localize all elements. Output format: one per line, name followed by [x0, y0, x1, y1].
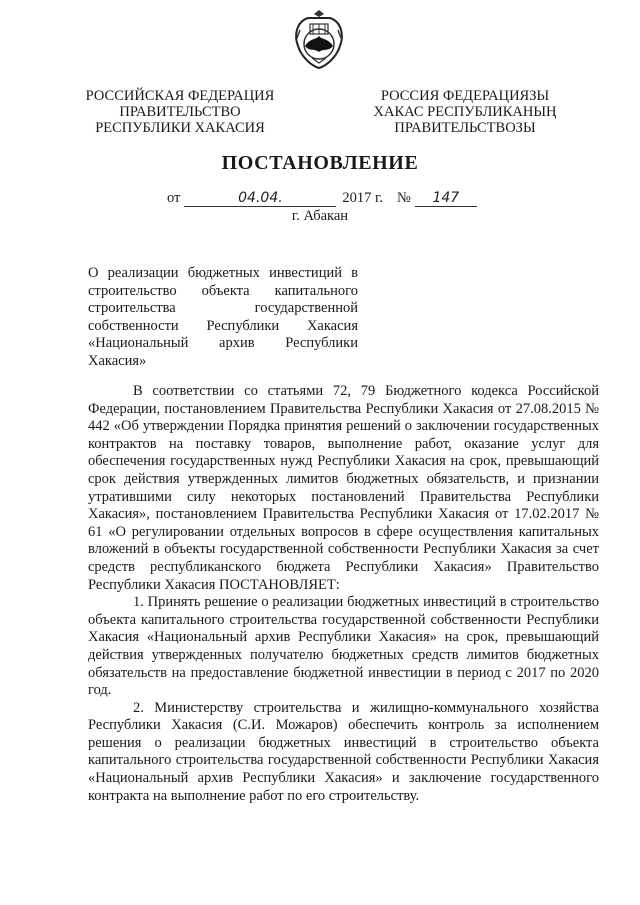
header-left-line: РОССИЙСКАЯ ФЕДЕРАЦИЯ	[85, 88, 275, 104]
number-sign: №	[396, 190, 411, 206]
body-text	[88, 383, 599, 805]
header-left-line: ПРАВИТЕЛЬСТВО	[119, 104, 241, 120]
coat-of-arms-icon	[290, 8, 348, 70]
header-right-line: РОССИЯ ФЕДЕРАЦИЯЗЫ	[380, 88, 550, 104]
document-number: 147	[415, 190, 477, 207]
header-right-line: ХАКАС РЕСПУБЛИКАНЫҢ	[373, 104, 557, 120]
coat-of-arms-emblem	[290, 8, 348, 70]
date-line	[167, 190, 497, 207]
date-year: 2017 г.	[342, 190, 383, 206]
city: г. Абакан	[291, 208, 349, 224]
clause-2-paragraph: 2. Министерству строительства и жилищно-коммунального хозяйства Республики Хакасия (С.И. Можаров) обеспечить контроль за исполнением решения о реализации бюджетных инвестиций в строительство объекта капитального строительства государственной собственности Республики Хакасия «Национальный архив Республики Хакасия» и заключение государственного контракта на выполнение работ по его строительству.	[88, 699, 599, 804]
subject-line: строительство объекта капитального	[88, 282, 358, 299]
header-left-line: РЕСПУБЛИКИ ХАКАСИЯ	[95, 120, 265, 136]
date-value: 04.04.	[184, 190, 336, 207]
subject-line: собственности Республики Хакасия	[88, 317, 358, 334]
date-prefix: от	[167, 190, 181, 206]
header-right	[365, 88, 565, 136]
subject-block	[88, 265, 358, 371]
preamble-paragraph: В соответствии со статьями 72, 79 Бюджетного кодекса Российской Федерации, постановлением Правительства Республики Хакасия от 27.08.2015 № 442 «Об утверждении Порядка принятия решений о заключении государственных контрактов на поставку товаров, выполнение работ, оказание услуг для обеспечения государственных нужд Республики Хакасия на срок, превышающий срок действия утвержденных лимитов бюджетных обязательств, и признании утратившими силу некоторых постановлений Правительства Республики Хакасия», постановлением Правительства Республики Хакасия от 17.02.2017 № 61 «О регулировании отдельных вопросов в сфере осуществления капитальных вложений в объекты государственной собственности Республики Хакасия за счет средств республиканского бюджета Республики Хакасия» Правительство Республики Хакасия ПОСТАНОВЛЯЕТ:	[88, 383, 599, 593]
header-left	[80, 88, 280, 136]
document-title: ПОСТАНОВЛЕНИЕ	[221, 152, 419, 174]
header-right-line: ПРАВИТЕЛЬСТВОЗЫ	[394, 120, 536, 136]
clause-1-paragraph: 1. Принять решение о реализации бюджетных инвестиций в строительство объекта капитального строительства государственной собственности Республики Хакасия «Национальный архив Республики Хакасия» на срок, превышающий действия утвержденных получателю бюджетных средств лимитов бюджетных обязательств на предоставление бюджетной инвестиции в период с 2017 по 2020 год.	[88, 594, 599, 699]
subject-line: О реализации бюджетных инвестиций в	[88, 265, 358, 281]
subject-line: строительства государственной	[88, 300, 358, 317]
subject-line: «Национальный архив Республики Хакасия»	[88, 335, 358, 369]
